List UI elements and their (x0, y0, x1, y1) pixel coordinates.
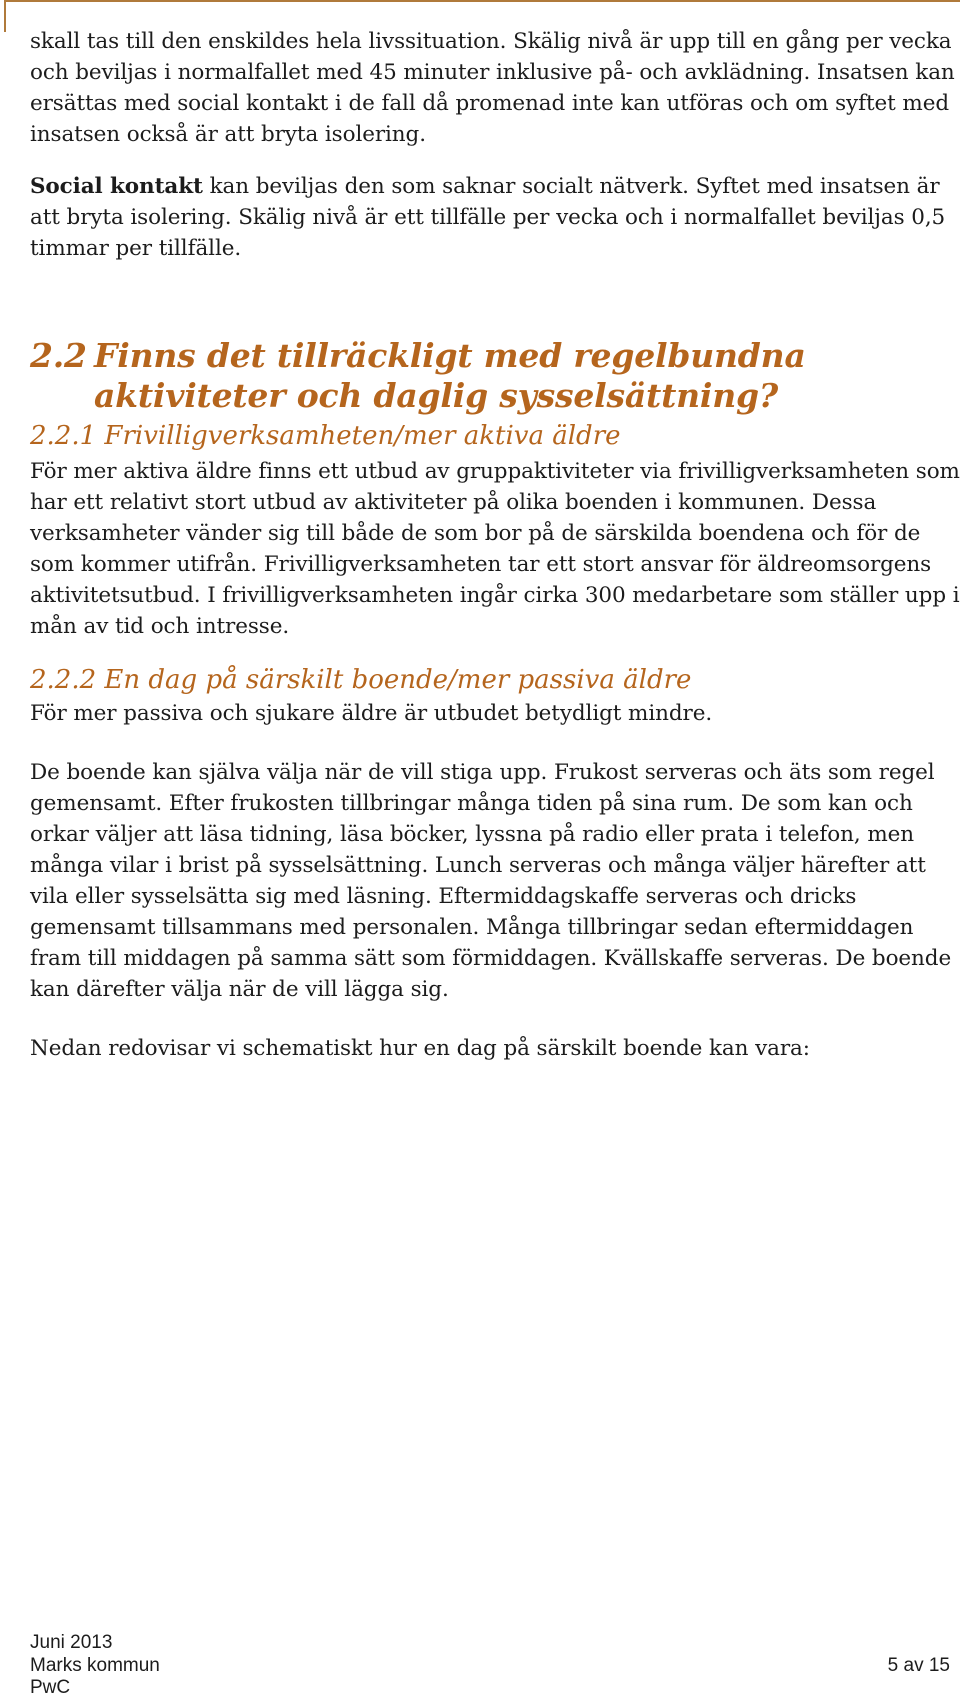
footer-company: PwC (30, 1677, 71, 1698)
paragraph-frivilligverksamhet: För mer aktiva äldre finns ett utbud av gruppaktiviteter via frivilligverksamheten som har ett relativt stort utbud av aktiviteter på olika boenden i kommunen. Dessa verksamheter vänder sig till både de som bor på de särskilda boendena och för de som kommer utifrån. Frivilligverksamheten tar ett stort ansvar för äldreomsorgens aktivitetsutbud. I frivilligverksamheten ingår cirka 300 medarbetare som ställer upp i mån av tid och intresse. (30, 459, 960, 639)
footer-organization: Marks kommun (30, 1654, 160, 1676)
term-social-kontakt: Social kontakt (30, 174, 203, 199)
paragraph-en-dag: De boende kan själva välja när de vill stiga upp. Frukost serveras och äts som regel gemensamt. Efter frukosten tillbringar många tiden på sina rum. De som kan och orkar väljer att läsa tidning, läsa böcker, lyssna på radio eller prata i telefon, men många vilar i brist på sysselsättning. Lunch serveras och många väljer härefter att vila eller sysselsätta sig med läsning. Eftermiddagskaffe serveras och dricks gemensamt tillsammans med personalen. Många tillbringar sedan eftermiddagen fram till middagen på samma sätt som förmiddagen. Kvällskaffe serveras. De boende kan därefter välja när de vill lägga sig. (30, 760, 952, 1002)
subsection-heading-2-2-1: 2.2.1 Frivilligverksamheten/mer aktiva äldre (30, 421, 621, 451)
paragraph-passiva-aldre: För mer passiva och sjukare äldre är utbudet betydligt mindre. (30, 701, 713, 726)
section-heading-2-2 (30, 336, 960, 416)
document-body (30, 26, 960, 1064)
section-number: 2.2 (30, 336, 87, 375)
paragraph-social-kontakt (30, 171, 960, 264)
page-number: 5 av 15 (887, 1654, 950, 1676)
paragraph-schematiskt: Nedan redovisar vi schematiskt hur en dag på särskilt boende kan vara: (30, 1036, 810, 1061)
footer-date: Juni 2013 (30, 1632, 113, 1653)
paragraph-promenad: skall tas till den enskildes hela livssituation. Skälig nivå är upp till en gång per vecka och beviljas i normalfallet med 45 minuter inklusive på- och avklädning. Insatsen kan ersättas med social kontakt i de fall då promenad inte kan utföras och om syftet med insatsen också är att bryta isolering. (30, 29, 955, 147)
section-title-line2: aktiviteter och daglig sysselsättning? (94, 376, 779, 415)
paragraph-social-kontakt-text: kan beviljas den som saknar socialt nätverk. Syftet med insatsen är att bryta isolering. Skälig nivå är ett tillfälle per vecka och i normalfallet beviljas 0,5 timmar per tillfälle. (30, 174, 946, 261)
footer-org-row (30, 1655, 950, 1678)
page-footer (30, 1632, 950, 1700)
subsection-heading-2-2-2: 2.2.2 En dag på särskilt boende/mer passiva äldre (30, 665, 692, 695)
section-title-line1: Finns det tillräckligt med regelbundna (94, 336, 806, 375)
